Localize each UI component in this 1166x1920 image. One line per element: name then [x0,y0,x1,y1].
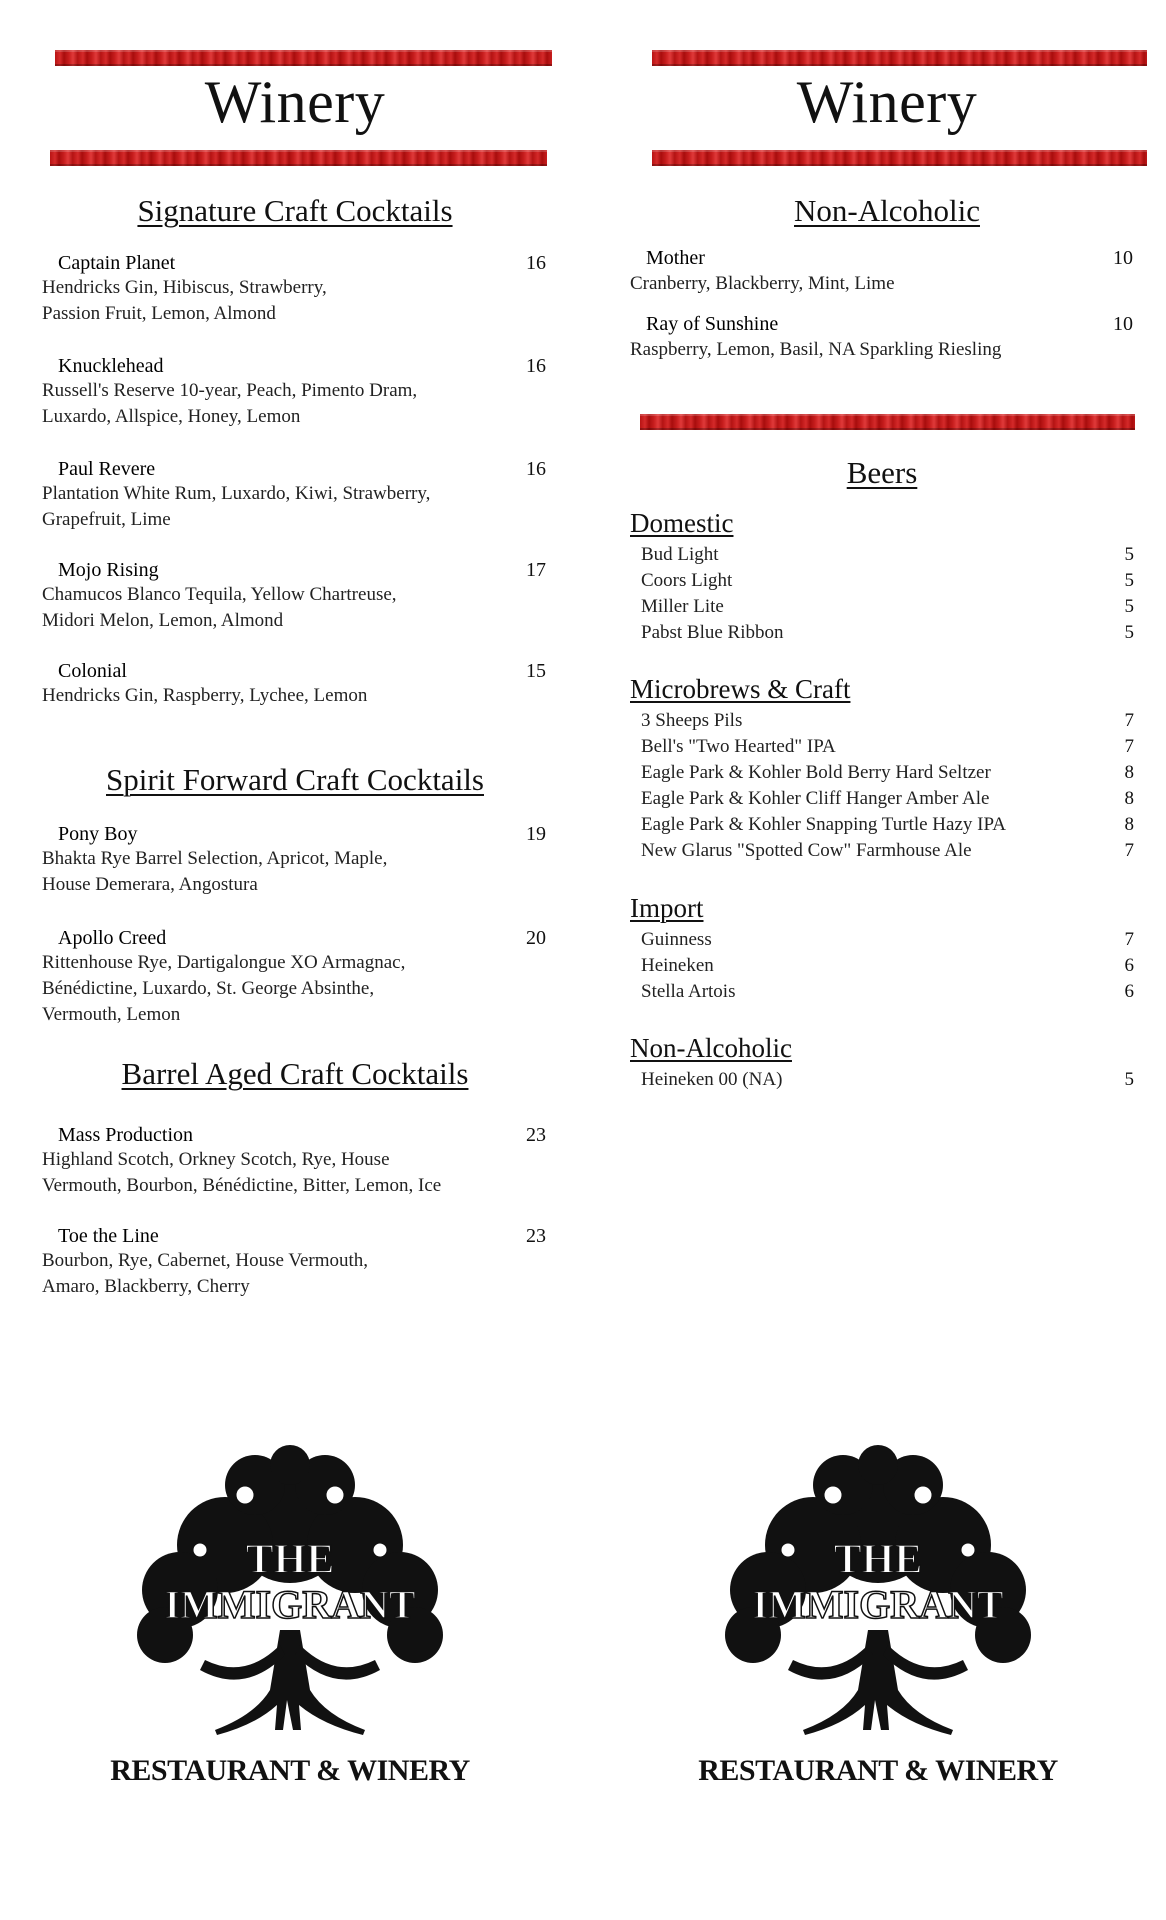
cocktail-price: 23 [526,1124,546,1146]
cocktail-description: Chamucos Blanco Tequila, Yellow Chartreuse, Midori Melon, Lemon, Almond [42,584,397,631]
cocktail-price: 16 [526,458,546,480]
section-heading: Barrel Aged Craft Cocktails [121,1056,469,1091]
beer-price: 8 [1124,788,1134,809]
beer-name: Guinness [641,929,712,950]
right-page-title: Winery [796,69,978,135]
cocktail-price: 20 [526,927,546,949]
cocktail-price: 16 [526,355,546,377]
mocktail-description: Cranberry, Blackberry, Mint, Lime [630,273,895,294]
cocktail-description: Hendricks Gin, Raspberry, Lychee, Lemon [42,685,368,706]
beer-name: Eagle Park & Kohler Snapping Turtle Hazy IPA [641,814,1007,835]
beer-price: 7 [1124,710,1134,731]
mocktail-description: Raspberry, Lemon, Basil, NA Sparkling Riesling [630,339,1002,360]
beer-price: 7 [1124,929,1134,950]
cocktail-description: Bourbon, Rye, Cabernet, House Vermouth, Amaro, Blackberry, Cherry [42,1250,369,1297]
beer-name: Stella Artois [641,981,736,1002]
cocktail-description: Bhakta Rye Barrel Selection, Apricot, Maple, House Demerara, Angostura [42,848,388,895]
beer-price: 7 [1124,736,1134,757]
logo-line2: IMMIGRANT [164,1582,416,1627]
logo-line1: THE [833,1537,923,1583]
cocktail-price: 16 [526,252,546,274]
logo-line1: THE [245,1537,335,1583]
logo-line2: IMMIGRANT [752,1582,1004,1627]
cocktail-name: Mass Production [58,1124,193,1146]
section-heading: Signature Craft Cocktails [137,193,453,228]
beer-price: 5 [1124,596,1134,617]
section-heading: Non-Alcoholic [794,193,980,228]
tree-logo-icon [105,1430,475,1800]
cocktail-description: Rittenhouse Rye, Dartigalongue XO Armagnac, Bénédictine, Luxardo, St. George Absinthe, Vermouth, Lemon [42,952,406,1025]
beer-price: 5 [1124,570,1134,591]
cocktail-description: Highland Scotch, Orkney Scotch, Rye, House Vermouth, Bourbon, Bénédictine, Bitter, Lemon, Ice [42,1149,442,1196]
cocktail-name: Toe the Line [58,1225,159,1247]
beer-price: 7 [1124,840,1134,861]
tree-logo-icon [693,1430,1063,1800]
beer-name: New Glarus "Spotted Cow" Farmhouse Ale [641,840,972,861]
beers-divider-bar [640,414,1135,430]
beer-name: Heineken 00 (NA) [641,1069,783,1090]
beer-name: Heineken [641,955,714,976]
beer-name: Eagle Park & Kohler Cliff Hanger Amber Ale [641,788,990,809]
beer-name: Coors Light [641,570,733,591]
mocktail-price: 10 [1113,313,1133,335]
beer-price: 6 [1124,955,1134,976]
beer-name: Pabst Blue Ribbon [641,622,784,643]
header-bar-top-left [55,50,552,66]
cocktail-name: Colonial [58,660,127,682]
header-bar-top-right [652,50,1147,66]
beer-name: Miller Lite [641,596,724,617]
left-page-title: Winery [204,69,386,135]
beer-group-heading: Domestic [630,508,734,538]
beer-group-heading: Import [630,893,704,923]
logo-caption: RESTAURANT & WINERY [698,1754,1058,1787]
section-heading: Spirit Forward Craft Cocktails [106,762,484,797]
beer-price: 8 [1124,762,1134,783]
cocktail-price: 19 [526,823,546,845]
cocktail-price: 17 [526,559,546,581]
section-heading: Beers [846,455,918,490]
beer-price: 5 [1124,544,1134,565]
cocktail-name: Paul Revere [58,458,156,480]
cocktail-description: Plantation White Rum, Luxardo, Kiwi, Strawberry, Grapefruit, Lime [42,483,431,530]
cocktail-price: 15 [526,660,546,682]
header-bar-bottom-right [652,150,1147,166]
immigrant-logo [105,1430,475,1800]
beer-name: 3 Sheeps Pils [641,710,743,731]
beer-name: Bud Light [641,544,719,565]
mocktail-price: 10 [1113,247,1133,269]
cocktail-name: Knucklehead [58,355,164,377]
beer-price: 5 [1124,1069,1134,1090]
beer-group-heading: Non-Alcoholic [630,1033,792,1063]
beer-price: 8 [1124,814,1134,835]
beer-group-heading: Microbrews & Craft [630,674,851,704]
cocktail-description: Hendricks Gin, Hibiscus, Strawberry, Passion Fruit, Lemon, Almond [42,277,327,324]
cocktail-description: Russell's Reserve 10-year, Peach, Pimento Dram, Luxardo, Allspice, Honey, Lemon [42,380,418,427]
cocktail-name: Apollo Creed [58,927,167,949]
cocktail-name: Captain Planet [58,252,176,274]
cocktail-price: 23 [526,1225,546,1247]
beer-name: Bell's "Two Hearted" IPA [641,736,836,757]
header-bar-bottom-left [50,150,547,166]
mocktail-name: Mother [646,247,705,269]
logo-caption: RESTAURANT & WINERY [110,1754,470,1787]
mocktail-name: Ray of Sunshine [646,313,779,335]
beer-price: 5 [1124,622,1134,643]
cocktail-name: Mojo Rising [58,559,159,581]
beer-name: Eagle Park & Kohler Bold Berry Hard Seltzer [641,762,991,783]
cocktail-name: Pony Boy [58,823,138,845]
beer-price: 6 [1124,981,1134,1002]
immigrant-logo [693,1430,1063,1800]
